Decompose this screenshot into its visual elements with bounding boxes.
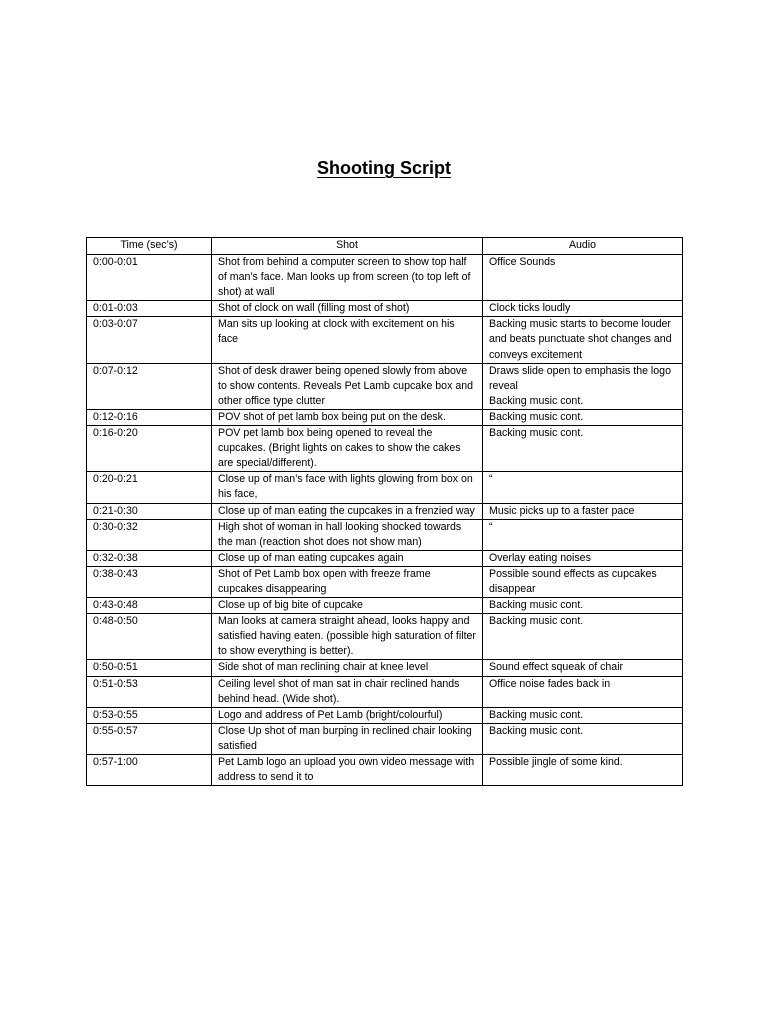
audio-cell: Backing music cont.	[483, 409, 683, 425]
table-row	[87, 317, 683, 363]
audio-cell: Backing music cont.	[483, 723, 683, 754]
table-row	[87, 723, 683, 754]
table-row	[87, 503, 683, 519]
shooting-script-table	[86, 237, 683, 786]
table-row	[87, 660, 683, 676]
shot-cell: Close Up shot of man burping in reclined chair looking satisfied	[212, 723, 483, 754]
audio-cell: Backing music cont.	[483, 426, 683, 472]
shot-cell: Man looks at camera straight ahead, looks happy and satisfied having eaten. (possible high saturation of filter to show everything is better).	[212, 614, 483, 660]
shot-cell: Close up of man’s face with lights glowing from box on his face,	[212, 472, 483, 503]
table-row	[87, 519, 683, 550]
audio-column-header: Audio	[483, 238, 683, 255]
time-cell: 0:50-0:51	[87, 660, 212, 676]
shot-cell: POV shot of pet lamb box being put on the desk.	[212, 409, 483, 425]
time-cell: 0:30-0:32	[87, 519, 212, 550]
table-row	[87, 566, 683, 597]
table-row	[87, 676, 683, 707]
audio-cell: Draws slide open to emphasis the logo reveal Backing music cont.	[483, 363, 683, 409]
time-cell: 0:12-0:16	[87, 409, 212, 425]
time-cell: 0:48-0:50	[87, 614, 212, 660]
shot-cell: High shot of woman in hall looking shocked towards the man (reaction shot does not show man)	[212, 519, 483, 550]
audio-cell: Possible sound effects as cupcakes disappear	[483, 566, 683, 597]
table-row	[87, 363, 683, 409]
shot-cell: Shot of Pet Lamb box open with freeze frame cupcakes disappearing	[212, 566, 483, 597]
time-cell: 0:01-0:03	[87, 301, 212, 317]
time-cell: 0:00-0:01	[87, 255, 212, 301]
table-row	[87, 472, 683, 503]
shot-cell: Pet Lamb logo an upload you own video message with address to send it to	[212, 755, 483, 786]
table-row	[87, 614, 683, 660]
shot-cell: Shot of clock on wall (filling most of shot)	[212, 301, 483, 317]
shot-cell: Shot from behind a computer screen to show top half of man’s face. Man looks up from screen (to top left of shot) at wall	[212, 255, 483, 301]
shot-cell: Logo and address of Pet Lamb (bright/colourful)	[212, 707, 483, 723]
time-cell: 0:38-0:43	[87, 566, 212, 597]
time-cell: 0:57-1:00	[87, 755, 212, 786]
shot-cell: Ceiling level shot of man sat in chair reclined hands behind head. (Wide shot).	[212, 676, 483, 707]
table-row	[87, 301, 683, 317]
audio-cell: Backing music cont.	[483, 707, 683, 723]
table-row	[87, 409, 683, 425]
time-cell: 0:20-0:21	[87, 472, 212, 503]
table-header-row	[87, 238, 683, 255]
audio-cell: Clock ticks loudly	[483, 301, 683, 317]
shot-cell: Close up of man eating the cupcakes in a frenzied way	[212, 503, 483, 519]
time-cell: 0:16-0:20	[87, 426, 212, 472]
audio-cell: Overlay eating noises	[483, 550, 683, 566]
shot-cell: Close up of man eating cupcakes again	[212, 550, 483, 566]
time-cell: 0:32-0:38	[87, 550, 212, 566]
shot-cell: Close up of big bite of cupcake	[212, 598, 483, 614]
audio-cell: Office Sounds	[483, 255, 683, 301]
page-title: Shooting Script	[317, 158, 451, 178]
time-column-header: Time (sec’s)	[87, 238, 212, 255]
time-cell: 0:51-0:53	[87, 676, 212, 707]
time-cell: 0:43-0:48	[87, 598, 212, 614]
audio-cell: Office noise fades back in	[483, 676, 683, 707]
time-cell: 0:21-0:30	[87, 503, 212, 519]
audio-cell: Possible jingle of some kind.	[483, 755, 683, 786]
table-row	[87, 426, 683, 472]
audio-cell: Sound effect squeak of chair	[483, 660, 683, 676]
shot-cell: Shot of desk drawer being opened slowly from above to show contents. Reveals Pet Lamb cupcake box and other office type clutter	[212, 363, 483, 409]
audio-cell: Music picks up to a faster pace	[483, 503, 683, 519]
shot-cell: Side shot of man reclining chair at knee level	[212, 660, 483, 676]
shot-cell: Man sits up looking at clock with excitement on his face	[212, 317, 483, 363]
audio-cell: “	[483, 519, 683, 550]
audio-cell: Backing music cont.	[483, 614, 683, 660]
time-cell: 0:03-0:07	[87, 317, 212, 363]
audio-cell: “	[483, 472, 683, 503]
table-row	[87, 598, 683, 614]
table-row	[87, 255, 683, 301]
table-row	[87, 755, 683, 786]
shot-cell: POV pet lamb box being opened to reveal the cupcakes. (Bright lights on cakes to show the cakes are special/different).	[212, 426, 483, 472]
table-row	[87, 707, 683, 723]
shot-column-header: Shot	[212, 238, 483, 255]
audio-cell: Backing music cont.	[483, 598, 683, 614]
time-cell: 0:07-0:12	[87, 363, 212, 409]
audio-cell: Backing music starts to become louder and beats punctuate shot changes and conveys excitement	[483, 317, 683, 363]
table-body	[87, 255, 683, 786]
time-cell: 0:53-0:55	[87, 707, 212, 723]
time-cell: 0:55-0:57	[87, 723, 212, 754]
table-row	[87, 550, 683, 566]
